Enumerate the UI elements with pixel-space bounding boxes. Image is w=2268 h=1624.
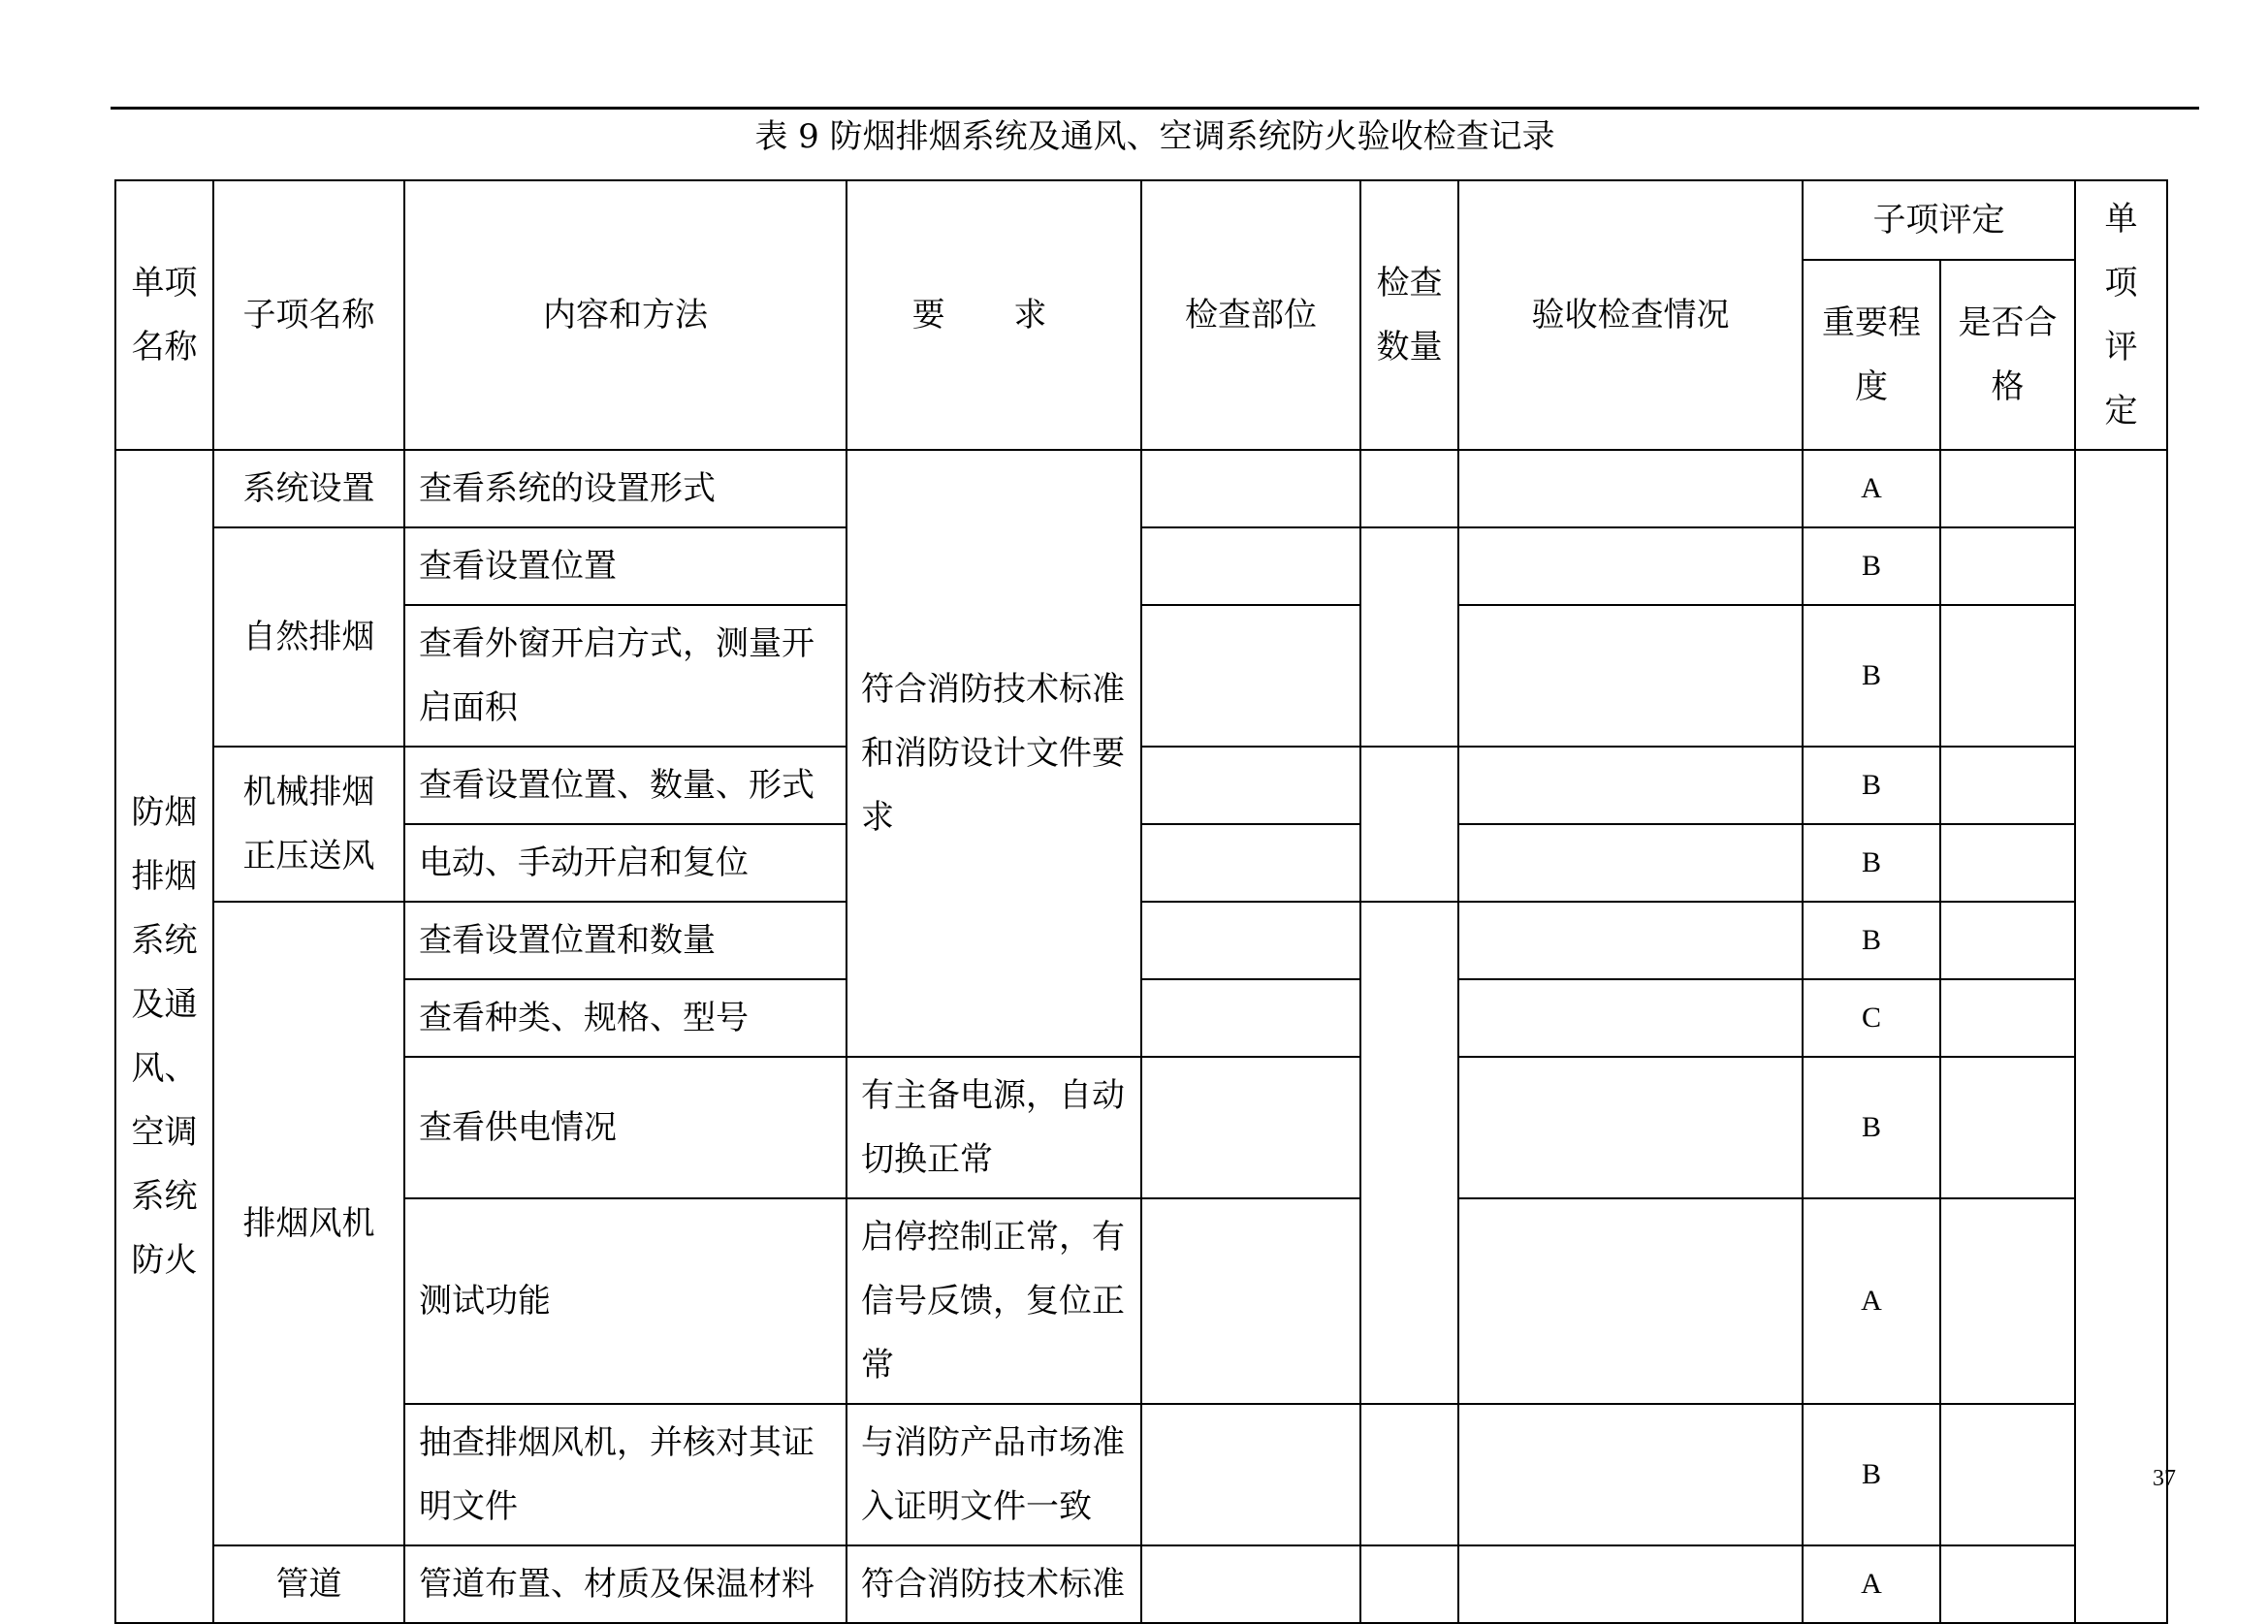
content-cell: 电动、手动开启和复位 bbox=[404, 824, 847, 902]
table-row bbox=[115, 747, 2167, 824]
header-sub-name: 子项名称 bbox=[213, 180, 404, 450]
table-row bbox=[115, 824, 2167, 902]
content-cell: 查看外窗开启方式，测量开启面积 bbox=[404, 605, 847, 747]
check-quantity-cell[interactable] bbox=[1360, 902, 1458, 1404]
acceptance-cell[interactable] bbox=[1458, 747, 1803, 824]
header-check-location: 检查部位 bbox=[1141, 180, 1360, 450]
table-row bbox=[115, 902, 2167, 979]
acceptance-cell[interactable] bbox=[1458, 902, 1803, 979]
grade-cell: A bbox=[1803, 450, 1940, 527]
table-title: 表 9 防烟排烟系统及通风、空调系统防火验收检查记录 bbox=[754, 117, 1555, 156]
check-quantity-cell[interactable] bbox=[1360, 747, 1458, 902]
acceptance-cell[interactable] bbox=[1458, 1545, 1803, 1623]
check-quantity-cell[interactable] bbox=[1360, 527, 1458, 747]
check-location-cell[interactable] bbox=[1141, 1057, 1360, 1198]
table-row bbox=[115, 1057, 2167, 1198]
header-qualified: 是否合格 bbox=[1940, 260, 2075, 450]
requirement-cell: 有主备电源，自动切换正常 bbox=[847, 1057, 1141, 1198]
grade-cell: B bbox=[1803, 747, 1940, 824]
grade-cell: A bbox=[1803, 1545, 1940, 1623]
requirement-cell: 与消防产品市场准入证明文件一致 bbox=[847, 1404, 1141, 1545]
header-sub-evaluation: 子项评定 bbox=[1803, 180, 2075, 260]
acceptance-cell[interactable] bbox=[1458, 1404, 1803, 1545]
check-location-cell[interactable] bbox=[1141, 1545, 1360, 1623]
check-location-cell[interactable] bbox=[1141, 979, 1360, 1057]
sub-name-cell: 管道 bbox=[213, 1545, 404, 1623]
sub-name-cell: 排烟风机 bbox=[213, 902, 404, 1545]
table-row bbox=[115, 1404, 2167, 1545]
table-row bbox=[115, 527, 2167, 605]
table-row bbox=[115, 450, 2167, 527]
requirement-cell: 符合消防技术标准和消防设计文件要求 bbox=[847, 450, 1141, 1057]
qualified-cell[interactable] bbox=[1940, 979, 2075, 1057]
content-cell: 查看系统的设置形式 bbox=[404, 450, 847, 527]
unit-name-cell: 防烟排烟系统及通风、空调系统防火 bbox=[115, 450, 213, 1623]
acceptance-cell[interactable] bbox=[1458, 1198, 1803, 1404]
acceptance-cell[interactable] bbox=[1458, 450, 1803, 527]
check-location-cell[interactable] bbox=[1141, 824, 1360, 902]
header-unit-evaluation: 单项评定 bbox=[2075, 180, 2167, 450]
qualified-cell[interactable] bbox=[1940, 450, 2075, 527]
acceptance-cell[interactable] bbox=[1458, 824, 1803, 902]
content-cell: 查看设置位置 bbox=[404, 527, 847, 605]
grade-cell: C bbox=[1803, 979, 1940, 1057]
check-quantity-cell[interactable] bbox=[1360, 1545, 1458, 1623]
grade-cell: B bbox=[1803, 1057, 1940, 1198]
acceptance-cell[interactable] bbox=[1458, 1057, 1803, 1198]
inspection-record-table bbox=[114, 179, 2168, 1624]
header-importance: 重要程度 bbox=[1803, 260, 1940, 450]
content-cell: 查看种类、规格、型号 bbox=[404, 979, 847, 1057]
content-cell: 管道布置、材质及保温材料 bbox=[404, 1545, 847, 1623]
qualified-cell[interactable] bbox=[1940, 747, 2075, 824]
acceptance-cell[interactable] bbox=[1458, 979, 1803, 1057]
check-location-cell[interactable] bbox=[1141, 605, 1360, 747]
check-location-cell[interactable] bbox=[1141, 450, 1360, 527]
check-location-cell[interactable] bbox=[1141, 1198, 1360, 1404]
table-row bbox=[115, 605, 2167, 747]
content-cell: 测试功能 bbox=[404, 1198, 847, 1404]
check-quantity-cell[interactable] bbox=[1360, 450, 1458, 527]
check-quantity-cell[interactable] bbox=[1360, 1404, 1458, 1545]
qualified-cell[interactable] bbox=[1940, 824, 2075, 902]
grade-cell: B bbox=[1803, 902, 1940, 979]
grade-cell: B bbox=[1803, 527, 1940, 605]
header-requirement: 要 求 bbox=[847, 180, 1141, 450]
top-rule bbox=[111, 107, 2199, 110]
table-row bbox=[115, 979, 2167, 1057]
content-cell: 抽查排烟风机，并核对其证明文件 bbox=[404, 1404, 847, 1545]
grade-cell: B bbox=[1803, 824, 1940, 902]
qualified-cell[interactable] bbox=[1940, 1198, 2075, 1404]
qualified-cell[interactable] bbox=[1940, 1545, 2075, 1623]
header-unit-name: 单项名称 bbox=[115, 180, 213, 450]
content-cell: 查看供电情况 bbox=[404, 1057, 847, 1198]
table-row bbox=[115, 1198, 2167, 1404]
unit-evaluation-cell[interactable] bbox=[2075, 450, 2167, 1623]
header-content-method: 内容和方法 bbox=[404, 180, 847, 450]
page-number: 37 bbox=[2153, 1466, 2176, 1491]
grade-cell: B bbox=[1803, 605, 1940, 747]
acceptance-cell[interactable] bbox=[1458, 527, 1803, 605]
qualified-cell[interactable] bbox=[1940, 1057, 2075, 1198]
header-acceptance: 验收检查情况 bbox=[1458, 180, 1803, 450]
content-cell: 查看设置位置、数量、形式 bbox=[404, 747, 847, 824]
sub-name-cell: 自然排烟 bbox=[213, 527, 404, 747]
qualified-cell[interactable] bbox=[1940, 902, 2075, 979]
grade-cell: B bbox=[1803, 1404, 1940, 1545]
check-location-cell[interactable] bbox=[1141, 527, 1360, 605]
qualified-cell[interactable] bbox=[1940, 605, 2075, 747]
requirement-cell: 符合消防技术标准 bbox=[847, 1545, 1141, 1623]
acceptance-cell[interactable] bbox=[1458, 605, 1803, 747]
grade-cell: A bbox=[1803, 1198, 1940, 1404]
requirement-cell: 启停控制正常，有信号反馈，复位正常 bbox=[847, 1198, 1141, 1404]
qualified-cell[interactable] bbox=[1940, 1404, 2075, 1545]
check-location-cell[interactable] bbox=[1141, 1404, 1360, 1545]
check-location-cell[interactable] bbox=[1141, 902, 1360, 979]
content-cell: 查看设置位置和数量 bbox=[404, 902, 847, 979]
sub-name-cell: 机械排烟正压送风 bbox=[213, 747, 404, 902]
header-check-quantity: 检查数量 bbox=[1360, 180, 1458, 450]
qualified-cell[interactable] bbox=[1940, 527, 2075, 605]
sub-name-cell: 系统设置 bbox=[213, 450, 404, 527]
table-row bbox=[115, 1545, 2167, 1623]
check-location-cell[interactable] bbox=[1141, 747, 1360, 824]
